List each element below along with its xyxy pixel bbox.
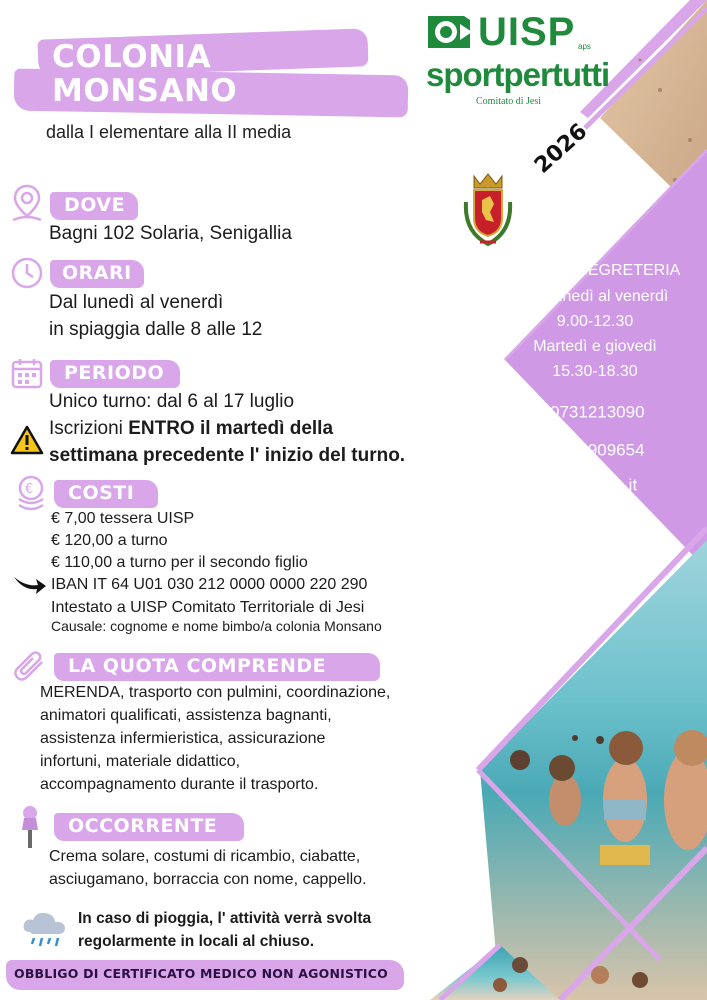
quota-line-2: animatori qualificati, assistenza bagnanti, xyxy=(40,707,332,724)
calendar-icon xyxy=(10,356,44,390)
uisp-logo-icon xyxy=(424,10,476,54)
coat-of-arms-icon xyxy=(460,172,516,250)
costi-item-1: € 7,00 tessera UISP xyxy=(51,510,195,527)
warning-prefix: Iscrizioni xyxy=(49,418,129,439)
year-label: 2026 xyxy=(530,119,593,179)
contact-whatsapp[interactable] xyxy=(518,435,645,466)
costi-item-3: € 110,00 a turno per il secondo figlio xyxy=(51,554,308,571)
location-pin-icon xyxy=(10,182,44,224)
occorrente-line-1: Crema solare, costumi di ricambio, ciabatte, xyxy=(49,848,361,865)
costi-item-2: € 120,00 a turno xyxy=(51,532,168,549)
quota-line-3: assistenza infermieristica, assicurazione xyxy=(40,730,326,747)
quota-line-4: infortuni, materiale didattico, xyxy=(40,753,241,770)
phone-icon xyxy=(518,398,550,427)
costi-intestato: Intestato a UISP Comitato Territoriale di Jesi xyxy=(51,599,365,616)
page-title xyxy=(52,40,352,108)
pushpin-icon xyxy=(14,804,46,850)
svg-text:€: € xyxy=(25,482,34,497)
quota-line-1: MERENDA, trasporto con pulmini, coordinazione, xyxy=(40,684,391,701)
subtitle: dalla I elementare alla II media xyxy=(46,122,292,142)
warning-icon xyxy=(10,424,44,456)
periodo-label: PERIODO xyxy=(64,362,165,384)
rain-cloud-icon xyxy=(20,910,70,950)
segreteria-line-1: Dal lunedì al venerdì xyxy=(521,288,669,305)
logo-uisp-text: UISP xyxy=(478,10,576,54)
contact-email[interactable] xyxy=(518,472,637,499)
whatsapp-number: 3206909654 xyxy=(550,440,645,460)
quota-label: LA QUOTA COMPRENDE xyxy=(68,655,327,677)
periodo-warning-line-1 xyxy=(49,416,333,441)
orari-label: ORARI xyxy=(62,262,132,284)
segreteria-title: ORARIO SEGRETERIA xyxy=(509,262,681,279)
orari-line-1: Dal lunedì al venerdì xyxy=(49,292,224,313)
paperclip-icon xyxy=(12,650,48,684)
whatsapp-icon xyxy=(518,435,550,466)
quota-line-5: accompagnamento durante il trasporto. xyxy=(40,776,319,793)
occorrente-line-2: asciugamano, borraccia con nome, cappello. xyxy=(49,871,367,888)
periodo-warning-line-2: settimana precedente l' inizio del turno. xyxy=(49,445,406,466)
warning-bold: ENTRO il martedì della xyxy=(128,418,334,439)
segreteria-line-4: 15.30-18.30 xyxy=(552,363,638,380)
title-line-2: MONSANO xyxy=(52,73,238,109)
phone-number: 0731213090 xyxy=(550,402,645,422)
rain-line-2: regolarmente in locali al chiuso. xyxy=(78,933,315,950)
clock-icon xyxy=(10,256,44,290)
periodo-line-1: Unico turno: dal 6 al 17 luglio xyxy=(49,391,295,412)
logo-comitato-text: Comitato di Jesi xyxy=(476,96,541,107)
dove-label: DOVE xyxy=(64,194,126,216)
email-icon xyxy=(518,472,550,499)
costi-label: COSTI xyxy=(68,482,135,504)
segreteria-line-3: Martedì e giovedì xyxy=(533,338,657,355)
title-line-1: COLONIA xyxy=(52,39,212,75)
dove-text: Bagni 102 Solaria, Senigallia xyxy=(49,223,292,244)
logo-aps-text: aps xyxy=(578,42,591,51)
orari-line-2: in spiaggia dalle 8 alle 12 xyxy=(49,319,263,340)
segreteria-line-2: 9.00-12.30 xyxy=(556,313,634,330)
logo-sportpertutti-text: sportpertutti xyxy=(426,56,610,93)
costi-iban: IBAN IT 64 U01 030 212 0000 0000 220 290 xyxy=(51,576,368,593)
rain-line-1: In caso di pioggia, l' attività verrà svolta xyxy=(78,910,372,927)
email-address: jesi@uisp.it xyxy=(550,475,638,495)
contact-phone[interactable] xyxy=(518,398,645,427)
costi-causale: Causale: cognome e nome bimbo/a colonia Monsano xyxy=(51,618,382,634)
coins-icon xyxy=(14,475,48,513)
occorrente-label: OCCORRENTE xyxy=(68,815,218,837)
obbligo-notice: OBBLIGO DI CERTIFICATO MEDICO NON AGONISTICO xyxy=(14,966,388,981)
arrow-right-icon xyxy=(12,573,48,597)
